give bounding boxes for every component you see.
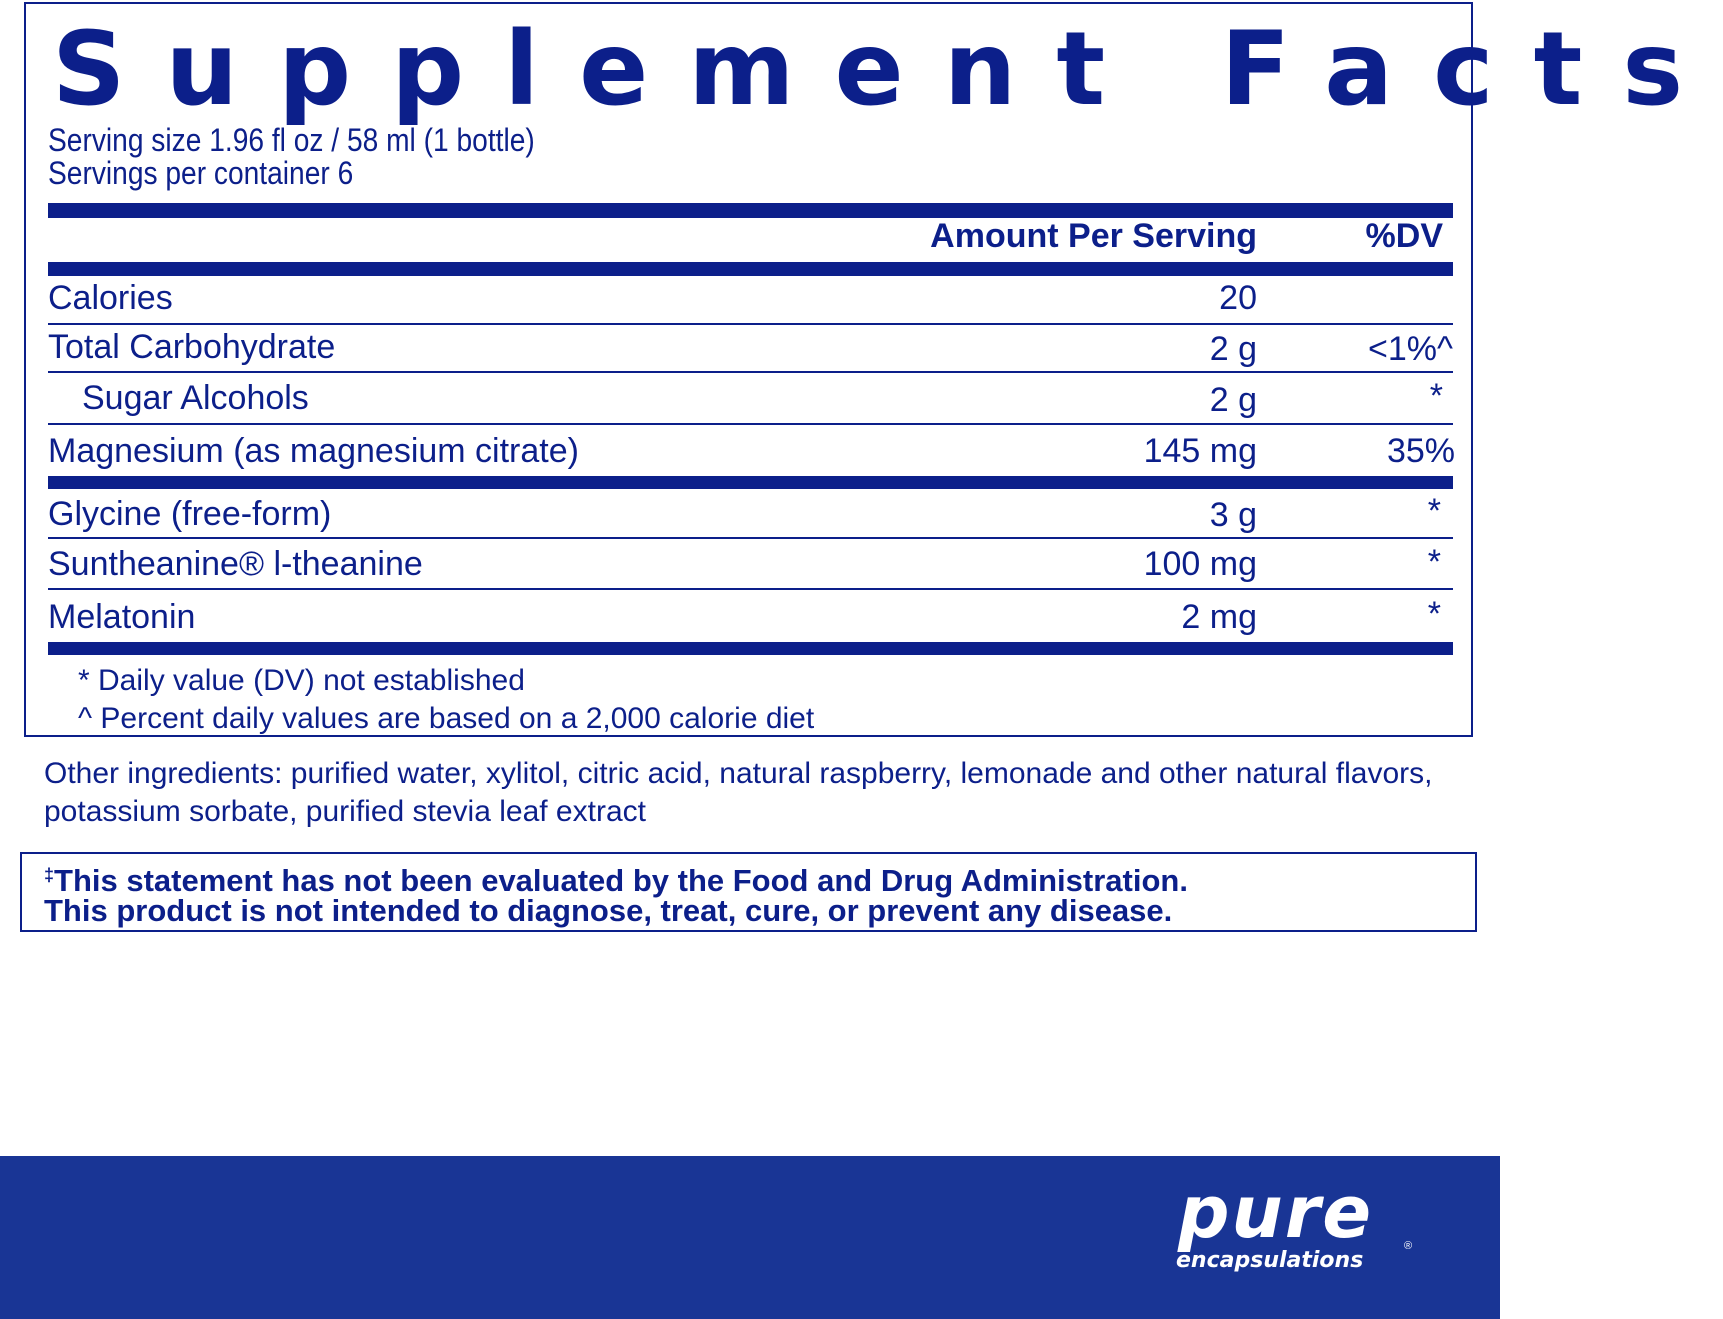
row-name-calories: Calories xyxy=(48,279,173,317)
row-divider xyxy=(48,371,1453,373)
row-dv-sugar-alcohols: * xyxy=(1429,377,1443,415)
row-amount-total-carbohydrate: 2 g xyxy=(1209,330,1257,368)
footnote-rule xyxy=(48,642,1453,655)
fda-line-1-text: This statement has not been evaluated by the Food and Drug Administration. xyxy=(54,863,1188,898)
fda-disclaimer-box xyxy=(20,852,1477,932)
row-divider xyxy=(48,423,1453,425)
row-dv-melatonin: * xyxy=(1427,595,1441,633)
row-name-suntheanine: Suntheanine® l-theanine xyxy=(48,545,423,583)
row-name-glycine: Glycine (free-form) xyxy=(48,495,332,533)
footnote-dv-not-established: * Daily value (DV) not established xyxy=(78,664,525,697)
row-amount-calories: 20 xyxy=(1219,279,1257,317)
serving-info xyxy=(48,124,535,190)
registered-mark: ® xyxy=(1404,1240,1413,1252)
column-header-dv: %DV xyxy=(1365,217,1443,255)
column-header-amount: Amount Per Serving xyxy=(930,217,1257,255)
row-amount-magnesium: 145 mg xyxy=(1143,432,1257,470)
brand-logo-pure: pure xyxy=(1178,1170,1374,1254)
supplement-facts-panel xyxy=(24,2,1723,737)
row-name-magnesium: Magnesium (as magnesium citrate) xyxy=(48,432,579,470)
double-dagger-mark: ‡ xyxy=(44,865,55,885)
row-dv-glycine: * xyxy=(1427,492,1441,530)
brand-footer xyxy=(0,1156,1500,1319)
brand-logo-encapsulations: encapsulations xyxy=(1176,1248,1364,1273)
header-rule-bottom xyxy=(48,262,1453,276)
row-name-melatonin: Melatonin xyxy=(48,598,196,636)
fda-disclaimer xyxy=(44,860,1188,926)
row-divider xyxy=(48,537,1453,539)
row-amount-suntheanine: 100 mg xyxy=(1143,545,1257,583)
fda-line-2: This product is not intended to diagnose, treat, cure, or prevent any disease. xyxy=(44,893,1173,928)
row-divider xyxy=(48,323,1453,325)
row-dv-suntheanine: * xyxy=(1427,543,1441,581)
row-dv-magnesium: 35% xyxy=(1386,432,1455,470)
serving-size: Serving size 1.96 fl oz / 58 ml (1 bottle) xyxy=(48,122,535,158)
row-amount-sugar-alcohols: 2 g xyxy=(1209,381,1257,419)
servings-per-container: Servings per container 6 xyxy=(48,155,354,191)
other-ingredients: Other ingredients: purified water, xylitol, citric acid, natural raspberry, lemonade and other natural flavors, potassium sorbate, purified stevia leaf extract xyxy=(44,757,1433,828)
row-amount-glycine: 3 g xyxy=(1209,496,1257,534)
panel-title: Supplement Facts xyxy=(52,10,1723,129)
section-rule xyxy=(48,476,1453,489)
row-amount-melatonin: 2 mg xyxy=(1181,598,1257,636)
row-dv-total-carbohydrate: <1%^ xyxy=(1368,330,1453,368)
row-name-sugar-alcohols: Sugar Alcohols xyxy=(82,379,309,417)
row-name-total-carbohydrate: Total Carbohydrate xyxy=(48,328,336,366)
footnote-percent-daily-values: ^ Percent daily values are based on a 2,000 calorie diet xyxy=(78,702,815,735)
fda-line-1 xyxy=(44,860,1188,896)
row-divider xyxy=(48,588,1453,590)
